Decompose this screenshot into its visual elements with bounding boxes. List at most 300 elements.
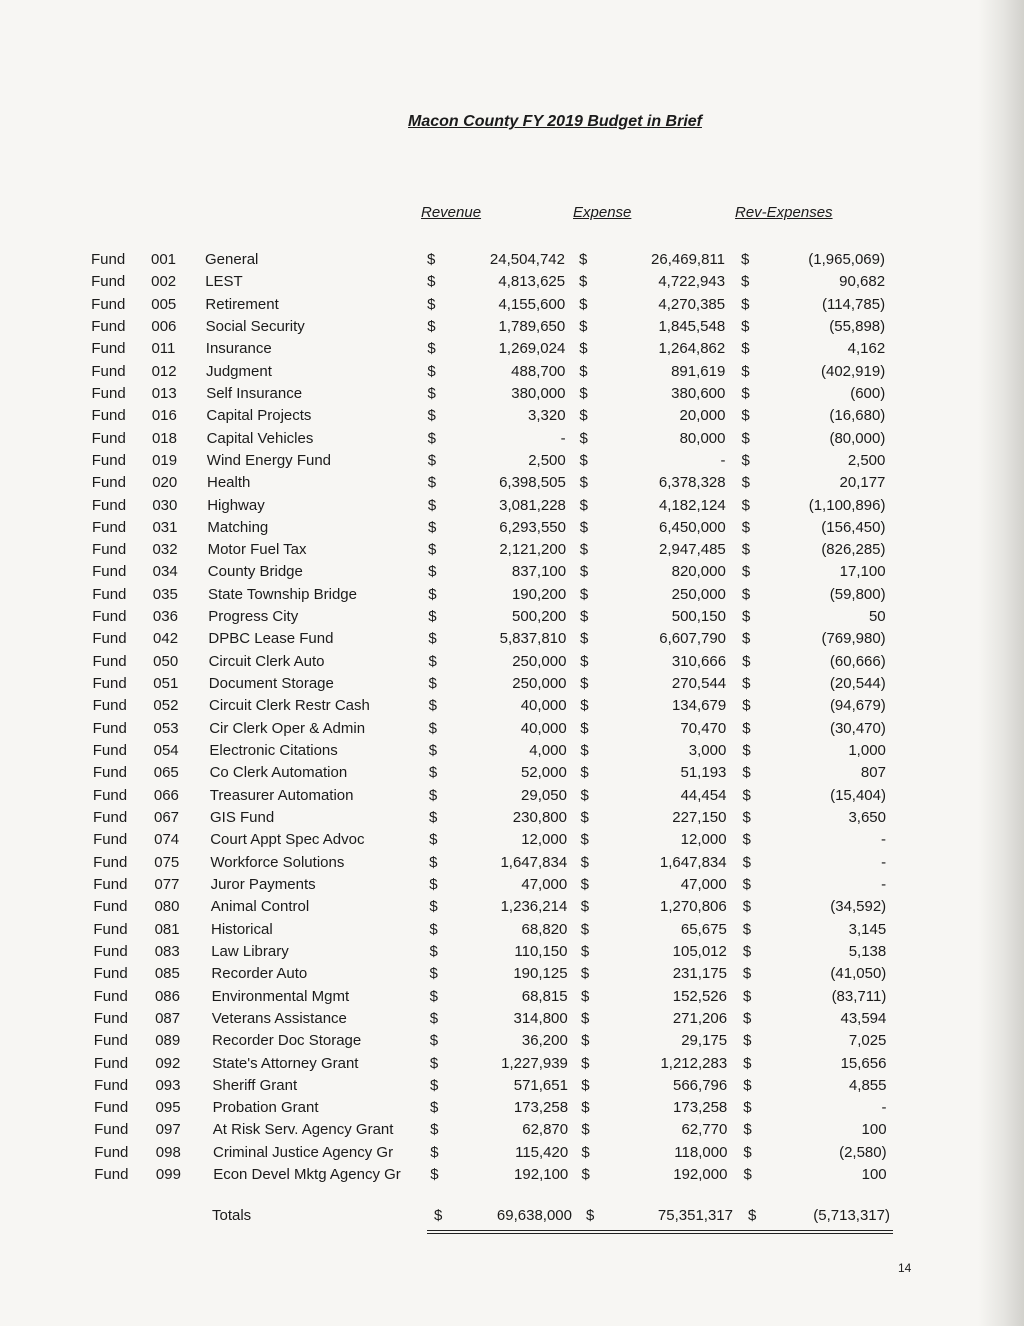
fund-type: Fund (93, 987, 128, 1005)
fund-name: Law Library (211, 942, 289, 960)
fund-number: 075 (154, 853, 180, 871)
revenue-currency: $ (427, 251, 436, 268)
rev-expenses-value: 2,500 (847, 451, 886, 469)
diff-currency: $ (741, 384, 750, 402)
fund-type: Fund (92, 541, 127, 559)
fund-number: 018 (151, 429, 177, 447)
expense-currency: $ (579, 251, 588, 268)
revenue-value: 47,000 (521, 875, 568, 893)
fund-name: Insurance (205, 340, 272, 358)
revenue-value: 2,500 (528, 451, 566, 469)
revenue-currency: $ (429, 853, 438, 871)
fund-type: Fund (91, 273, 126, 291)
expense-currency: $ (580, 630, 589, 648)
expense-currency: $ (581, 1009, 590, 1027)
diff-currency: $ (742, 719, 751, 737)
rev-expenses-value: 4,855 (848, 1076, 887, 1094)
revenue-value: 36,200 (521, 1032, 568, 1050)
fund-number: 050 (153, 652, 179, 670)
table-row (0, 608, 1024, 630)
rev-expenses-value: (769,980) (821, 630, 886, 648)
revenue-value: 68,815 (521, 987, 568, 1005)
fund-name: Sheriff Grant (212, 1076, 298, 1094)
expense-currency: $ (580, 764, 589, 782)
fund-name: Cir Clerk Oper & Admin (209, 719, 366, 737)
expense-currency: $ (579, 362, 588, 380)
fund-name: Capital Projects (206, 407, 312, 425)
expense-value: - (720, 451, 726, 469)
fund-type: Fund (92, 786, 128, 804)
expense-currency: $ (580, 697, 589, 715)
expense-value: 20,000 (679, 407, 726, 425)
expense-value: 270,544 (671, 675, 727, 693)
diff-currency: $ (741, 407, 750, 425)
expense-currency: $ (579, 451, 588, 469)
expense-value: 231,175 (672, 965, 727, 983)
table-row (0, 541, 1024, 563)
fund-name: Recorder Doc Storage (212, 1032, 362, 1050)
fund-number: 065 (153, 764, 179, 782)
fund-type: Fund (93, 875, 128, 893)
revenue-currency: $ (430, 1166, 439, 1184)
expense-value: 80,000 (679, 429, 726, 447)
expense-currency: $ (579, 340, 588, 358)
fund-name: Circuit Clerk Auto (208, 652, 325, 670)
table-row (0, 787, 1024, 809)
rev-expenses-value: 1,000 (848, 742, 886, 760)
revenue-value: 1,647,834 (500, 853, 568, 871)
expense-value: 3,000 (688, 742, 727, 760)
totals-label: Totals (212, 1207, 252, 1224)
expense-value: 500,150 (671, 608, 726, 626)
rev-expenses-value: 15,656 (840, 1054, 887, 1072)
expense-currency: $ (580, 920, 590, 938)
fund-name: Probation Grant (212, 1099, 319, 1117)
diff-currency: $ (742, 898, 752, 916)
rev-expenses-value: 17,100 (839, 563, 886, 581)
fund-number: 002 (151, 273, 177, 291)
fund-type: Fund (91, 340, 126, 358)
totals-expense-currency: $ (586, 1207, 595, 1224)
table-row (0, 653, 1024, 675)
revenue-value: 6,293,550 (499, 518, 566, 536)
fund-number: 074 (154, 831, 180, 849)
fund-name: At Risk Serv. Agency Grant (212, 1121, 394, 1139)
page-number: 14 (898, 1261, 912, 1275)
rev-expenses-value: (16,680) (829, 407, 886, 425)
revenue-currency: $ (428, 786, 438, 804)
table-row (0, 273, 1024, 295)
rev-expenses-value: 5,138 (848, 942, 887, 960)
revenue-value: 4,000 (529, 742, 567, 760)
revenue-value: 52,000 (520, 764, 567, 782)
expense-value: 1,270,806 (660, 898, 727, 916)
fund-number: 030 (152, 496, 178, 514)
expense-currency: $ (580, 987, 590, 1005)
fund-type: Fund (91, 496, 127, 514)
fund-name: Historical (211, 920, 273, 938)
fund-type: Fund (93, 853, 128, 871)
fund-type: Fund (92, 630, 127, 648)
rev-expenses-value: 4,162 (847, 340, 886, 358)
fund-name: LEST (205, 273, 243, 291)
totals-underline (427, 1230, 893, 1231)
diff-currency: $ (741, 474, 750, 492)
diff-currency: $ (742, 987, 752, 1005)
fund-name: Court Appt Spec Advoc (210, 831, 365, 849)
revenue-value: 173,258 (513, 1099, 569, 1117)
totals-revenue-currency: $ (434, 1207, 443, 1224)
rev-expenses-value: (826,285) (821, 541, 886, 559)
diff-currency: $ (741, 251, 750, 268)
rev-expenses-value: 43,594 (840, 1009, 887, 1027)
revenue-value: 24,504,742 (489, 251, 565, 268)
fund-name: Electronic Citations (209, 742, 338, 760)
fund-number: 081 (154, 920, 180, 938)
expense-currency: $ (579, 585, 589, 603)
diff-currency: $ (741, 273, 750, 291)
revenue-currency: $ (429, 1076, 439, 1094)
table-row (0, 474, 1024, 496)
revenue-value: 2,121,200 (499, 541, 567, 559)
fund-type: Fund (93, 1032, 128, 1050)
rev-expenses-value: (41,050) (830, 965, 887, 983)
revenue-currency: $ (427, 429, 436, 447)
fund-type: Fund (94, 1143, 129, 1161)
diff-currency: $ (741, 451, 750, 469)
fund-type: Fund (93, 809, 128, 826)
expense-value: 820,000 (671, 563, 726, 581)
table-row (0, 340, 1024, 362)
rev-expenses-value: - (881, 1099, 887, 1117)
revenue-currency: $ (430, 1099, 439, 1117)
fund-name: Wind Energy Fund (206, 451, 332, 469)
fund-type: Fund (92, 585, 127, 603)
fund-number: 089 (155, 1032, 181, 1050)
table-row (0, 363, 1024, 385)
fund-type: Fund (92, 675, 127, 693)
diff-currency: $ (743, 1076, 752, 1094)
fund-type: Fund (91, 474, 126, 492)
revenue-currency: $ (429, 831, 438, 849)
diff-currency: $ (741, 295, 750, 313)
fund-number: 016 (151, 407, 177, 425)
fund-type: Fund (94, 1166, 129, 1184)
fund-type: Fund (91, 384, 126, 402)
revenue-currency: $ (428, 585, 437, 603)
expense-currency: $ (579, 317, 588, 335)
expense-value: 118,000 (674, 1143, 728, 1161)
expense-value: 29,175 (681, 1032, 728, 1050)
expense-value: 4,722,943 (658, 273, 726, 291)
revenue-value: 3,320 (528, 407, 566, 425)
rev-expenses-value: (55,898) (829, 317, 886, 335)
table-row (0, 921, 1024, 943)
revenue-value: 110,150 (514, 942, 568, 960)
diff-currency: $ (743, 1121, 752, 1139)
revenue-value: 68,820 (521, 920, 568, 938)
revenue-currency: $ (428, 608, 437, 626)
fund-name: Treasurer Automation (209, 786, 354, 804)
totals-diff-currency: $ (748, 1207, 757, 1224)
revenue-currency: $ (427, 384, 436, 402)
expense-value: 271,206 (672, 1009, 728, 1027)
diff-currency: $ (742, 920, 752, 938)
totals-row (0, 1207, 1024, 1229)
revenue-currency: $ (429, 875, 438, 893)
fund-number: 051 (153, 675, 179, 693)
fund-name: Recorder Auto (211, 965, 308, 983)
fund-type: Fund (93, 920, 128, 938)
rev-expenses-value: (83,711) (831, 987, 887, 1005)
expense-currency: $ (579, 295, 588, 313)
fund-type: Fund (91, 429, 126, 447)
expense-currency: $ (581, 1032, 590, 1050)
expense-value: 1,264,862 (658, 340, 726, 358)
expense-value: 891,619 (671, 362, 726, 380)
fund-name: Juror Payments (210, 875, 316, 893)
fund-number: 034 (152, 563, 178, 581)
fund-type: Fund (91, 518, 127, 536)
rev-expenses-value: (114,785) (821, 295, 886, 313)
rev-expenses-value: - (881, 853, 887, 871)
diff-currency: $ (742, 809, 751, 826)
fund-name: Environmental Mgmt (211, 987, 350, 1005)
revenue-currency: $ (427, 451, 437, 469)
expense-currency: $ (579, 518, 589, 536)
totals-expense: 75,351,317 (657, 1207, 733, 1224)
table-row (0, 943, 1024, 965)
fund-type: Fund (91, 317, 126, 335)
rev-expenses-value: 7,025 (848, 1032, 887, 1050)
expense-value: 4,182,124 (658, 496, 726, 514)
expense-currency: $ (580, 809, 589, 826)
revenue-currency: $ (429, 920, 438, 938)
expense-value: 62,770 (681, 1121, 728, 1139)
rev-expenses-value: (1,965,069) (808, 251, 885, 268)
expense-currency: $ (581, 1076, 590, 1094)
fund-number: 012 (151, 362, 177, 380)
totals-diff: (5,713,317) (813, 1207, 890, 1224)
diff-currency: $ (742, 853, 751, 871)
rev-expenses-value: 3,650 (848, 809, 886, 826)
fund-number: 087 (155, 1009, 181, 1027)
fund-number: 032 (152, 541, 178, 559)
expense-currency: $ (581, 1121, 590, 1139)
table-row (0, 497, 1024, 519)
expense-value: 192,000 (673, 1166, 728, 1184)
fund-number: 013 (151, 384, 177, 402)
fund-type: Fund (92, 652, 127, 670)
revenue-value: 314,800 (513, 1009, 568, 1027)
fund-name: GIS Fund (210, 809, 275, 826)
diff-currency: $ (741, 585, 751, 603)
table-row (0, 318, 1024, 340)
revenue-value: 1,269,024 (498, 340, 566, 358)
fund-type: Fund (91, 362, 126, 380)
expense-currency: $ (580, 742, 589, 760)
table-row (0, 742, 1024, 764)
fund-type: Fund (93, 831, 128, 849)
revenue-value: 3,081,228 (499, 496, 566, 514)
table-row (0, 1032, 1024, 1054)
fund-name: Matching (207, 518, 269, 536)
revenue-value: 40,000 (520, 719, 567, 737)
fund-number: 098 (155, 1143, 181, 1161)
fund-number: 042 (153, 630, 179, 648)
rev-expenses-value: 807 (860, 764, 886, 782)
revenue-currency: $ (427, 496, 437, 514)
expense-value: 152,526 (672, 987, 727, 1005)
expense-currency: $ (580, 898, 590, 916)
table-row (0, 697, 1024, 719)
expense-value: 65,675 (680, 920, 727, 938)
fund-type: Fund (91, 251, 126, 268)
expense-value: 227,150 (672, 809, 727, 826)
diff-currency: $ (742, 942, 752, 960)
expense-value: 1,647,834 (659, 853, 727, 871)
expense-currency: $ (579, 563, 589, 581)
expense-value: 310,666 (671, 652, 727, 670)
revenue-value: 190,125 (513, 965, 568, 983)
revenue-currency: $ (429, 898, 438, 916)
revenue-currency: $ (427, 407, 436, 425)
revenue-value: 250,000 (512, 675, 567, 693)
expense-currency: $ (579, 474, 588, 492)
revenue-currency: $ (429, 965, 438, 983)
revenue-value: 29,050 (521, 786, 567, 804)
diff-currency: $ (742, 675, 751, 693)
expense-value: 47,000 (680, 875, 727, 893)
fund-name: Highway (207, 496, 265, 514)
expense-value: 6,378,328 (658, 474, 726, 492)
table-row (0, 898, 1024, 920)
rev-expenses-value: 3,145 (848, 920, 887, 938)
revenue-value: 12,000 (521, 831, 568, 849)
diff-currency: $ (741, 563, 751, 581)
table-row (0, 720, 1024, 742)
revenue-value: 250,000 (512, 652, 567, 670)
expense-currency: $ (580, 853, 589, 871)
fund-number: 019 (152, 451, 178, 469)
expense-currency: $ (579, 496, 588, 514)
diff-currency: $ (742, 965, 752, 983)
fund-type: Fund (91, 407, 126, 425)
diff-currency: $ (743, 1009, 752, 1027)
fund-number: 052 (153, 697, 179, 715)
revenue-value: 4,813,625 (498, 273, 566, 291)
table-row (0, 831, 1024, 853)
fund-number: 093 (155, 1076, 181, 1094)
rev-expenses-value: (80,000) (829, 429, 886, 447)
fund-number: 080 (154, 898, 180, 916)
table-row (0, 965, 1024, 987)
expense-currency: $ (580, 675, 589, 693)
rev-expenses-value: (59,800) (829, 585, 886, 603)
fund-number: 085 (154, 965, 180, 983)
fund-name: Judgment (206, 362, 272, 380)
fund-type: Fund (92, 742, 127, 760)
diff-currency: $ (741, 496, 750, 514)
rev-expenses-value: (402,919) (820, 362, 886, 380)
fund-number: 011 (151, 340, 176, 358)
table-row (0, 630, 1024, 652)
expense-currency: $ (580, 786, 589, 804)
fund-name: State's Attorney Grant (212, 1054, 359, 1072)
fund-name: State Township Bridge (208, 585, 357, 603)
rev-expenses-value: 90,682 (839, 273, 886, 291)
rev-expenses-value: (15,404) (830, 786, 886, 804)
revenue-value: 380,000 (511, 384, 566, 402)
table-row (0, 251, 1024, 273)
fund-number: 095 (155, 1099, 181, 1117)
fund-number: 092 (155, 1054, 181, 1072)
table-row (0, 675, 1024, 697)
rev-expenses-value: (20,544) (829, 675, 886, 693)
fund-number: 031 (152, 518, 178, 536)
table-row (0, 1099, 1024, 1121)
revenue-value: 1,227,939 (501, 1054, 568, 1072)
fund-type: Fund (92, 563, 127, 581)
revenue-currency: $ (427, 340, 436, 358)
totals-double-underline (427, 1233, 893, 1234)
expense-currency: $ (580, 652, 589, 670)
diff-currency: $ (743, 1032, 752, 1050)
diff-currency: $ (742, 764, 751, 782)
rev-expenses-value: 20,177 (839, 474, 886, 492)
revenue-value: 192,100 (514, 1166, 569, 1184)
diff-currency: $ (741, 541, 751, 559)
table-row (0, 407, 1024, 429)
fund-type: Fund (91, 295, 126, 313)
expense-value: 173,258 (673, 1099, 728, 1117)
revenue-value: 6,398,505 (499, 474, 566, 492)
revenue-currency: $ (427, 295, 436, 313)
diff-currency: $ (743, 1054, 752, 1072)
rev-expenses-value: (34,592) (830, 898, 887, 916)
fund-name: Document Storage (208, 675, 334, 693)
revenue-currency: $ (429, 1009, 439, 1027)
diff-currency: $ (742, 652, 751, 670)
expense-currency: $ (581, 1143, 590, 1161)
revenue-currency: $ (428, 675, 437, 693)
expense-currency: $ (579, 541, 589, 559)
table-row (0, 809, 1024, 831)
fund-name: Social Security (205, 317, 305, 335)
revenue-currency: $ (429, 809, 438, 826)
fund-number: 006 (151, 317, 177, 335)
revenue-value: 190,200 (511, 585, 567, 603)
expense-currency: $ (580, 875, 590, 893)
diff-currency: $ (742, 875, 752, 893)
expense-value: 566,796 (673, 1076, 728, 1094)
rev-expenses-value: (600) (850, 384, 886, 402)
revenue-currency: $ (428, 764, 438, 782)
fund-name: Animal Control (210, 898, 310, 916)
revenue-currency: $ (428, 719, 438, 737)
diff-currency: $ (742, 697, 751, 715)
revenue-currency: $ (428, 563, 437, 581)
fund-type: Fund (93, 1054, 129, 1072)
revenue-currency: $ (427, 518, 437, 536)
fund-name: Veterans Assistance (211, 1009, 347, 1027)
rev-expenses-value: - (881, 831, 887, 849)
revenue-value: 488,700 (511, 362, 566, 380)
table-row (0, 1055, 1024, 1077)
expense-value: 105,012 (672, 942, 727, 960)
revenue-currency: $ (430, 1143, 439, 1161)
fund-number: 005 (151, 295, 177, 313)
